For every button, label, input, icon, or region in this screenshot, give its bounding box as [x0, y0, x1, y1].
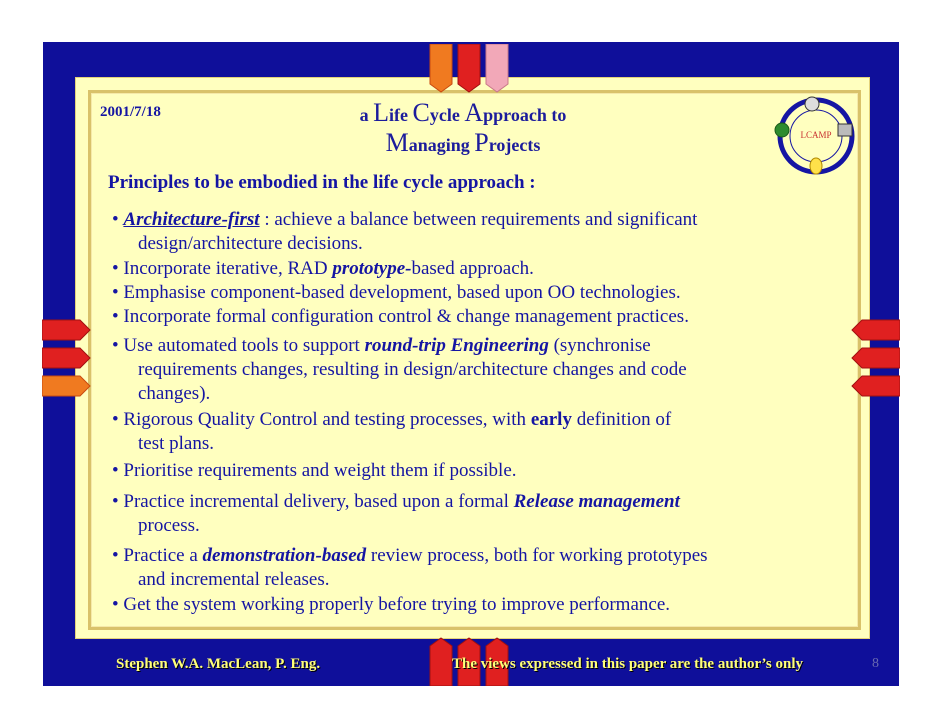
- bullet-text: : achieve a balance between requirements and significant: [259, 209, 698, 230]
- bullet-round-trip: [112, 334, 812, 406]
- left-tab-decoration: [42, 318, 92, 418]
- bullet-continuation: test plans.: [138, 433, 214, 454]
- bullet-emphasis: prototype-: [332, 258, 412, 279]
- bullet-text: definition of: [571, 409, 672, 430]
- bullet-text: • Prioritise requirements and weight them if possible.: [112, 460, 517, 481]
- lcamp-logo: [770, 90, 862, 182]
- slide-title-line-2: [318, 128, 608, 160]
- bullet-text: • Emphasise component-based development, based upon OO technologies.: [112, 282, 681, 303]
- bullet-text: • Incorporate formal configuration control & change management practices.: [112, 306, 689, 327]
- bullet-text: based approach.: [411, 258, 534, 279]
- slide-title-line-1: [318, 98, 608, 130]
- bullet-continuation: requirements changes, resulting in design/architecture changes and code: [138, 359, 687, 380]
- title-initial: C: [412, 98, 430, 127]
- title-initial: A: [464, 98, 484, 127]
- top-tab-decoration: [428, 44, 518, 94]
- slide-date: 2001/7/18: [100, 104, 161, 120]
- title-initial: M: [385, 128, 409, 157]
- bullet-emphasis: round-trip Engineering: [364, 335, 549, 356]
- bullet-text: • Use automated tools to support: [112, 335, 365, 356]
- logo-label: LCAMP: [800, 130, 832, 140]
- bullet-continuation: changes).: [138, 383, 211, 404]
- principles-heading: Principles to be embodied in the life cycle approach :: [108, 172, 536, 193]
- title-initial: L: [373, 98, 390, 127]
- bullet-component-based: [112, 281, 812, 305]
- bullet-text: • Practice a: [112, 545, 203, 566]
- bullet-continuation: process.: [138, 515, 200, 536]
- page-number: 8: [872, 656, 879, 671]
- bullet-bold: early: [530, 409, 572, 430]
- bullet-iterative: [112, 257, 812, 281]
- bullet-text: • Get the system working properly before trying to improve performance.: [112, 594, 671, 615]
- bullet-demonstration-based: [112, 544, 812, 592]
- right-tab-decoration: [850, 318, 900, 418]
- bullet-quality-control: [112, 408, 812, 456]
- bullet-configuration-control: [112, 305, 812, 329]
- footer-author: Stephen W.A. MacLean, P. Eng.: [116, 656, 321, 672]
- title-fragment: ycle: [429, 105, 465, 125]
- bullet-emphasis: Architecture-first: [123, 209, 260, 230]
- bullet-text: •: [112, 209, 124, 230]
- bullet-performance: [112, 593, 812, 617]
- title-initial: P: [474, 128, 489, 157]
- bullet-incremental-delivery: [112, 490, 812, 538]
- title-fragment: pproach to: [483, 105, 567, 125]
- title-fragment: anaging: [408, 135, 475, 155]
- bullet-prioritise: [112, 459, 812, 483]
- bullet-text: • Incorporate iterative, RAD: [112, 258, 333, 279]
- bullet-architecture-first: [112, 208, 812, 256]
- title-fragment: a: [359, 105, 374, 125]
- bullet-emphasis: Release management: [513, 491, 680, 512]
- title-fragment: rojects: [488, 135, 541, 155]
- bullet-text: review process, both for working prototypes: [366, 545, 708, 566]
- footer-disclaimer: The views expressed in this paper are the author’s only: [452, 656, 803, 672]
- bullet-text: • Rigorous Quality Control and testing processes, with: [112, 409, 531, 430]
- bullet-continuation: design/architecture decisions.: [138, 233, 363, 254]
- bullet-text: (synchronise: [548, 335, 651, 356]
- bullet-emphasis: demonstration-based: [202, 545, 367, 566]
- title-fragment: ife: [389, 105, 413, 125]
- bullet-continuation: and incremental releases.: [138, 569, 330, 590]
- bullet-text: • Practice incremental delivery, based upon a formal: [112, 491, 514, 512]
